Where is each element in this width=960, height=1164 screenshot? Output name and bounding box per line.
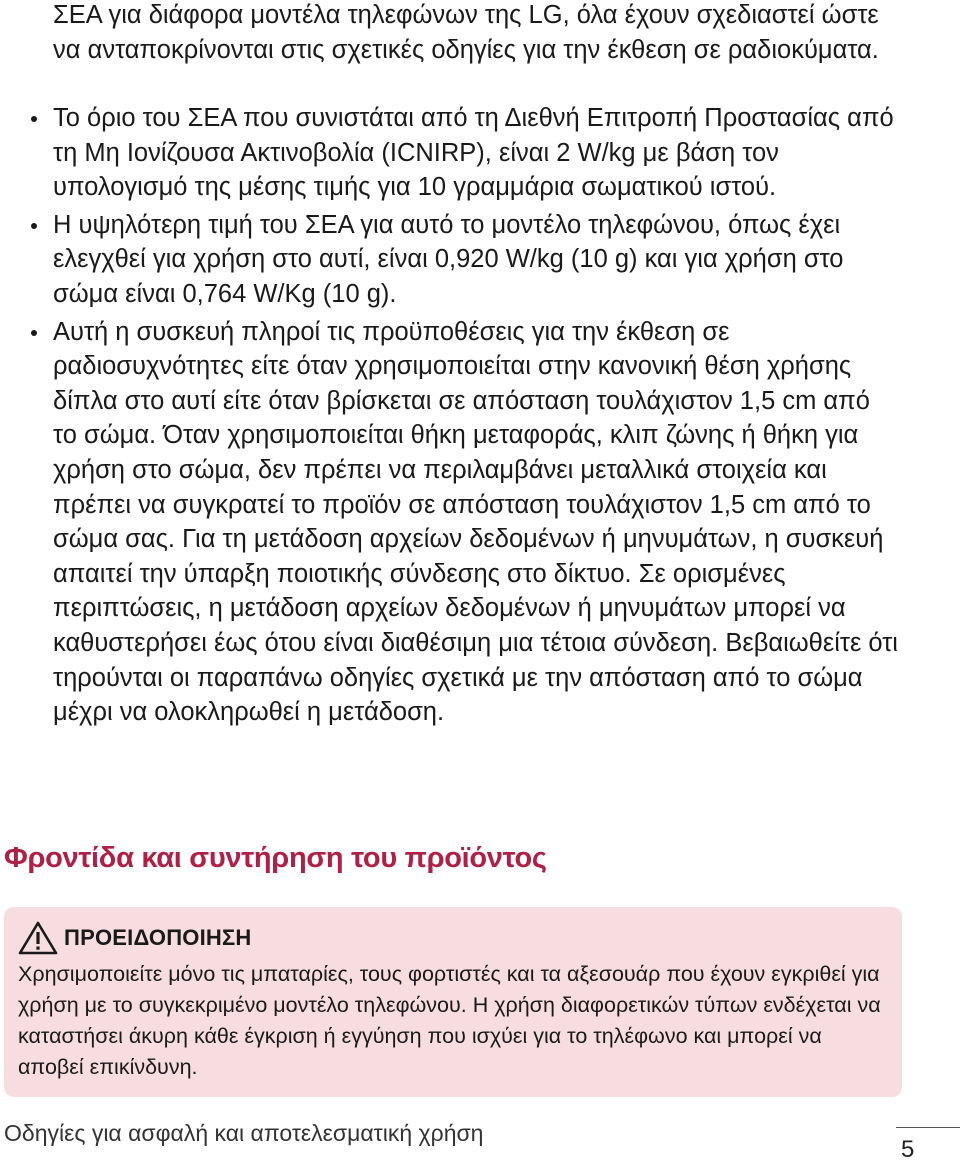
bullet-item [0, 101, 900, 205]
section-title: Φροντίδα και συντήρηση του προϊόντος [4, 842, 547, 874]
footer-divider [896, 1127, 960, 1128]
warning-box [4, 907, 902, 1097]
footer-text: Οδηγίες για ασφαλή και αποτελεσματική χρήση [4, 1120, 484, 1146]
sar-bullet-list [0, 101, 900, 733]
warning-title: ΠΡΟΕΙΔΟΠΟΙΗΣΗ [64, 925, 252, 950]
warning-header [18, 921, 888, 955]
bullet-text: Η υψηλότερη τιμή του ΣΕΑ για αυτό το μοντέλο τηλεφώνου, όπως έχει ελεγχθεί για χρήση στο αυτί, είναι 0,920 W/kg (10 g) και για χρήση στο σώμα είναι 0,764 W/Kg (10 g). [53, 210, 844, 308]
page-number: 5 [901, 1136, 915, 1163]
bullet-dot-icon [31, 223, 37, 229]
bullet-item [0, 315, 900, 730]
bullet-text: Αυτή η συσκευή πληροί τις προϋποθέσεις για την έκθεση σε ραδιοσυχνότητες είτε όταν χρησιμοποιείται στην κανονική θέση χρήσης δίπλα στο αυτί είτε όταν βρίσκεται σε απόσταση τουλάχιστον 1,5 cm από το σώμα. Όταν χρησιμοποιείται θήκη μεταφοράς, κλιπ ζώνης ή θήκη για χρήση στο σώμα, δεν πρέπει να περιλαμβάνει μεταλλικά στοιχεία και πρέπει να συγκρατεί το προϊόν σε απόσταση τουλάχιστον 1,5 cm από το σώμα σας. Για τη μετάδοση αρχείων δεδομένων ή μηνυμάτων, η συσκευή απαιτεί την ύπαρξη ποιοτικής σύνδεσης στο δίκτυο. Σε ορισμένες περιπτώσεις, η μετάδοση αρχείων δεδομένων ή μηνυμάτων μπορεί να καθυστερήσει έως ότου είναι διαθέσιμη μια τέτοια σύνδεση. Βεβαιωθείτε ότι τηρούνται οι παραπάνω οδηγίες σχετικά με την απόσταση από το σώμα μέχρι να ολοκληρωθεί η μετάδοση. [53, 317, 898, 727]
intro-paragraph: ΣΕΑ για διάφορα μοντέλα τηλεφώνων της LG, όλα έχουν σχεδιαστεί ώστε να ανταποκρίνονται στις σχετικές οδηγίες για την έκθεση σε ραδιοκύματα. [53, 1, 879, 64]
warning-triangle-icon [18, 921, 58, 955]
bullet-item [0, 208, 900, 312]
bullet-text: Το όριο του ΣΕΑ που συνιστάται από τη Διεθνή Επιτροπή Προστασίας από τη Μη Ιονίζουσα Ακτινοβολία (ICNIRP), είναι 2 W/kg με βάση τον υπολογισμό της μέσης τιμής για 10 γραμμάρια σωματικού ιστού. [53, 104, 894, 202]
warning-text: Χρησιμοποιείτε μόνο τις μπαταρίες, τους φορτιστές και τα αξεσουάρ που έχουν εγκριθεί για χρήση με το συγκεκριμένο μοντέλο τηλεφώνου. Η χρήση διαφορετικών τύπων ενδέχεται να καταστήσει άκυρη κάθε έγκριση ή εγγύηση που ισχύει για το τηλέφωνο και μπορεί να αποβεί επικίνδυνη. [18, 962, 881, 1079]
bullet-dot-icon [31, 116, 37, 122]
bullet-dot-icon [31, 330, 37, 336]
